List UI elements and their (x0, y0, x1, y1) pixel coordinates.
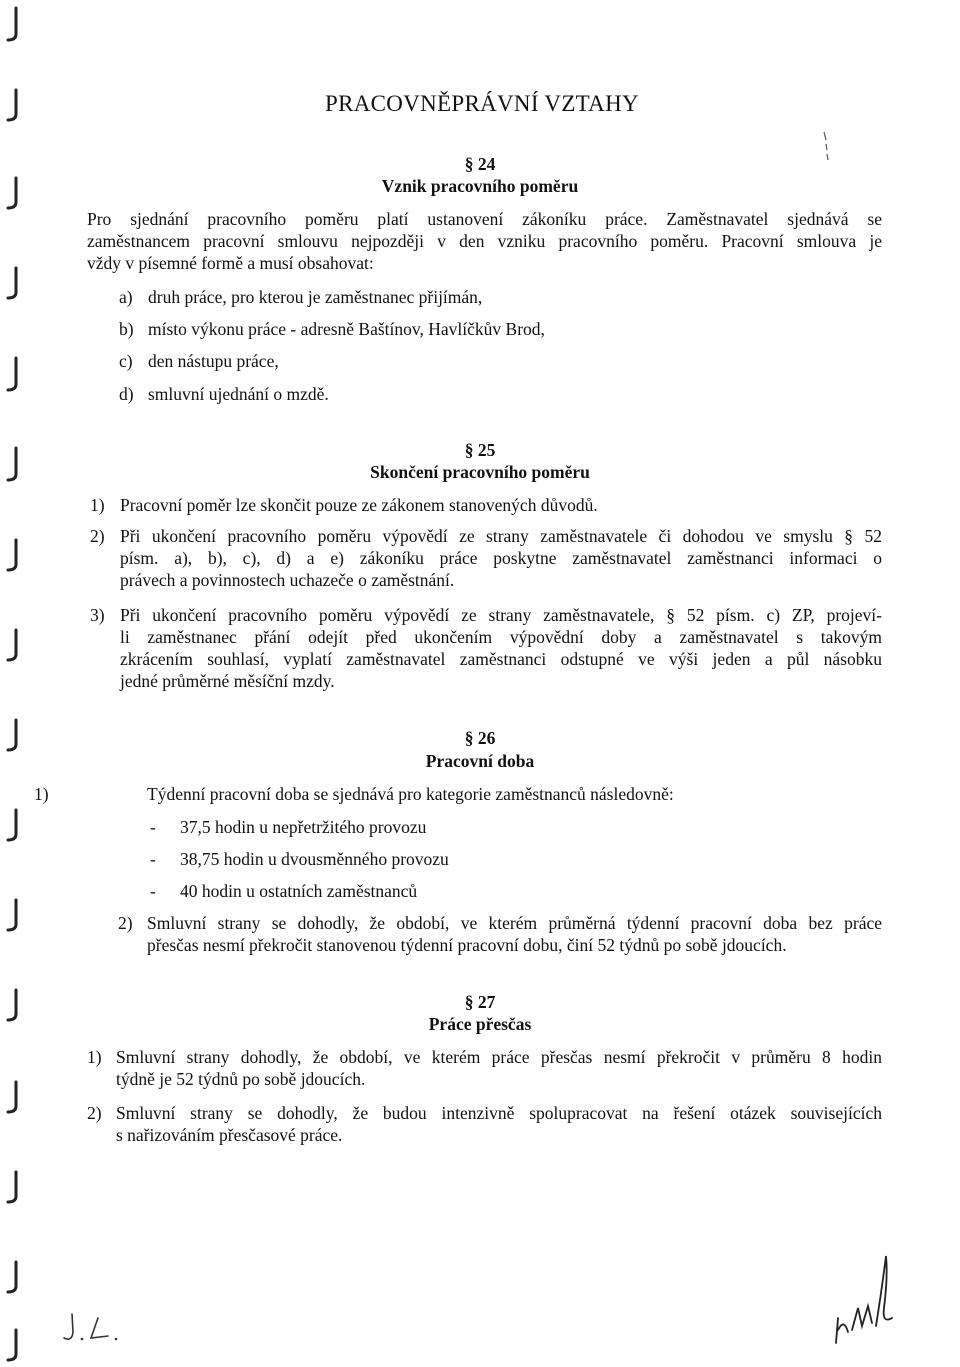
list-marker: 1) (87, 1047, 102, 1067)
list-item (90, 525, 105, 547)
list-item (119, 318, 545, 340)
dash-text: 40 hodin u ostatních zaměstnanců (180, 881, 418, 901)
list-item (119, 383, 329, 405)
list-marker: 1) (34, 784, 49, 804)
list-item (119, 350, 279, 372)
text-line: Smluvní strany se dohodly, že budou intenzivně spolupracovat na řešení otázek souvisejících (116, 1103, 882, 1123)
section-27-number: § 27 (464, 992, 496, 1012)
section-24-intro (87, 208, 882, 274)
list-marker: 2) (87, 1103, 102, 1123)
intro-line: Pro sjednání pracovního poměru platí ustanovení zákoníku práce. Zaměstnavatel sjednává se (87, 209, 882, 229)
text-line: Smluvní strany se dohodly, že období, ve kterém průměrná týdenní pracovní doba bez práce (147, 913, 882, 933)
text-line: týdně je 52 týdnů po sobě jdoucích. (116, 1069, 366, 1089)
list-text: Týdenní pracovní doba se sjednává pro kategorie zaměstnanců následovně: (147, 784, 674, 804)
list-marker: 1) (90, 495, 105, 515)
list-marker: 3) (90, 605, 105, 625)
list-marker: 2) (118, 913, 133, 933)
intro-line: vždy v písemné formě a musí obsahovat: (87, 253, 374, 273)
list-item (90, 604, 105, 626)
section-24-heading: Vznik pracovního poměru (381, 176, 579, 196)
dash-item (150, 816, 427, 838)
list-marker: 2) (90, 526, 105, 546)
list-item (119, 286, 483, 308)
scan-mark (818, 130, 838, 170)
section-26-number: § 26 (464, 728, 496, 748)
text-line: Při ukončení pracovního poměru výpovědí ze strany zaměstnavatele či dohodou ve smyslu § 52 (120, 526, 882, 546)
list-text: Pracovní poměr lze skončit pouze ze zákonem stanovených důvodů. (120, 495, 598, 515)
dash-marker: - (150, 849, 156, 869)
dash-item (150, 880, 418, 902)
handwritten-signature (826, 1248, 916, 1348)
handwritten-initials-left (58, 1308, 154, 1348)
page-title: PRACOVNĚPRÁVNÍ VZTAHY (325, 91, 639, 116)
dash-text: 37,5 hodin u nepřetržitého provozu (180, 817, 427, 837)
list-text: druh práce, pro kterou je zaměstnanec přijímán, (148, 287, 483, 307)
dash-item (150, 848, 449, 870)
intro-line: zaměstnancem pracovní smlouvu nejpozději v den vzniku pracovního poměru. Pracovní smlouva je (87, 231, 882, 251)
text-line: přesčas nesmí překročit stanovenou týdenní pracovní dobu, činí 52 týdnů po sobě jdoucích. (147, 935, 787, 955)
list-marker: d) (119, 384, 134, 404)
list-text-block (116, 1046, 882, 1090)
text-line: jedné průměrné měsíční mzdy. (120, 671, 335, 691)
binder-hole-marks (0, 0, 24, 1367)
list-marker: b) (119, 319, 134, 339)
dash-marker: - (150, 817, 156, 837)
section-25-number: § 25 (464, 440, 496, 460)
list-text: smluvní ujednání o mzdě. (148, 384, 329, 404)
list-text-block (116, 1102, 882, 1146)
list-text-block (120, 604, 882, 692)
list-item (90, 494, 598, 516)
section-24-number: § 24 (464, 154, 496, 174)
list-marker: c) (119, 351, 133, 371)
list-text: místo výkonu práce - adresně Baštínov, Havlíčkův Brod, (148, 319, 545, 339)
dash-text: 38,75 hodin u dvousměnného provozu (180, 849, 449, 869)
list-text-block (147, 912, 882, 956)
text-line: Smluvní strany dohodly, že období, ve kterém práce přesčas nesmí překročit v průměru 8 hodin (116, 1047, 882, 1067)
text-line: právech a povinnostech uchazeče o zaměstnání. (120, 570, 455, 590)
text-line: s nařizováním přesčasové práce. (116, 1125, 343, 1145)
text-line: Při ukončení pracovního poměru výpovědí ze strany zaměstnavatele, § 52 písm. c) ZP, projeví- (120, 605, 882, 625)
section-27-heading: Práce přesčas (428, 1014, 532, 1034)
section-25-heading: Skončení pracovního poměru (370, 462, 590, 482)
list-text-block (120, 525, 882, 591)
text-line: zkrácením souhlasí, vyplatí zaměstnavatel zaměstnanci odstupné ve výši jeden a půl násobku (120, 649, 882, 669)
list-marker: a) (119, 287, 133, 307)
text-line: li zaměstnanec přání odejít před ukončením výpovědní doby a zaměstnavatel s takovým (120, 627, 882, 647)
section-26-heading: Pracovní doba (425, 751, 535, 771)
text-line: písm. a), b), c), d) a e) zákoníku práce poskytne zaměstnavatel zaměstnanci informaci o (120, 548, 882, 568)
dash-marker: - (150, 881, 156, 901)
list-text: den nástupu práce, (148, 351, 279, 371)
